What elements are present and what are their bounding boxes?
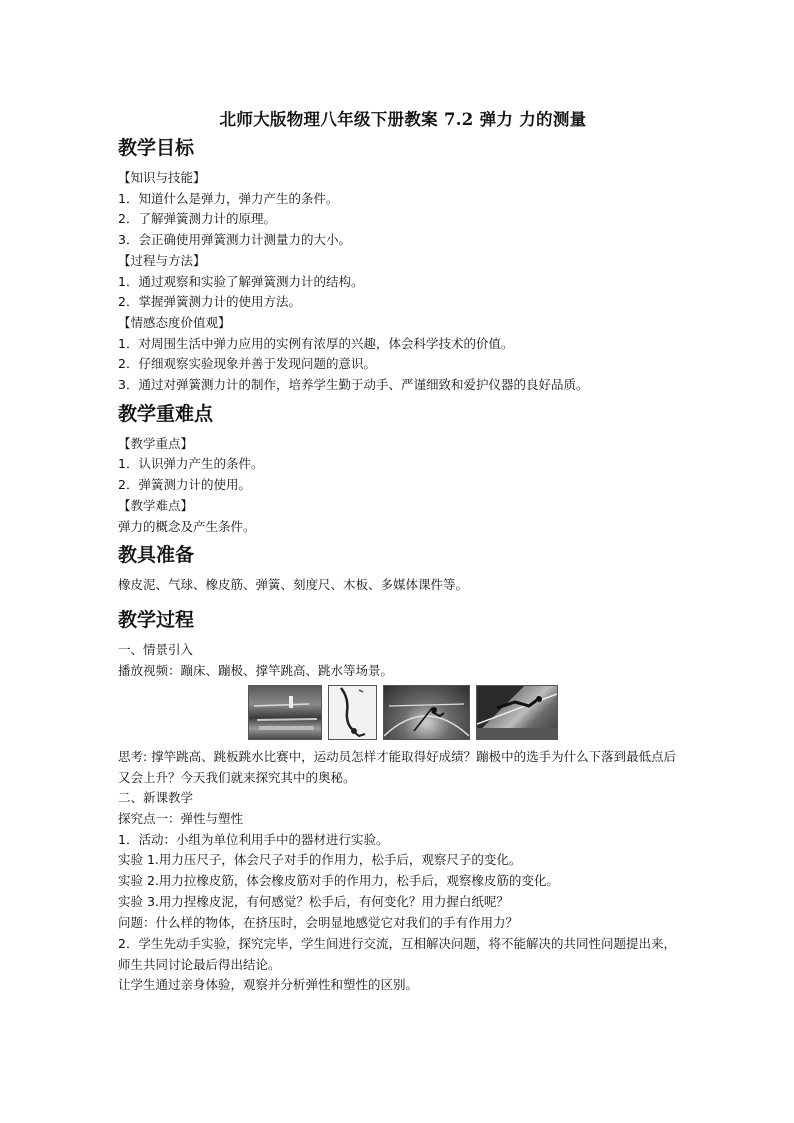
- goals-line: 3．通过对弹簧测力计的制作，培养学生勤于动手、严谨细致和爱护仪器的良好品质。: [118, 377, 589, 393]
- process-intro: [118, 640, 688, 681]
- keypoints-line: 【教学难点】: [118, 497, 194, 513]
- scene-photo-strip: [118, 685, 688, 740]
- process-line: 探究点一：弹性与塑性: [118, 811, 244, 827]
- section-heading-tools: 教具准备: [118, 544, 195, 567]
- goals-line: 2．了解弹簧测力计的原理。: [118, 211, 276, 227]
- process-body: [118, 746, 688, 996]
- process-line: 一、情景引入: [118, 641, 194, 657]
- goals-line: 2．仔细观察实验现象并善于发现问题的意识。: [118, 356, 376, 372]
- keypoints-line: 【教学重点】: [118, 435, 194, 451]
- scene-photo-pole-vault: [383, 685, 470, 740]
- section-heading-process: 教学过程: [118, 608, 195, 631]
- process-line: 二、新课教学: [118, 790, 194, 806]
- scene-photo-high-jump: [476, 685, 558, 740]
- goals-line: 1．通过观察和实验了解弹簧测力计的结构。: [118, 273, 364, 289]
- goals-line: 【情感态度价值观】: [118, 314, 231, 330]
- tools-list: [118, 575, 688, 596]
- process-line: 实验 2.用力拉橡皮筋，体会橡皮筋对手的作用力，松手后，观察橡皮筋的变化。: [118, 873, 559, 889]
- process-line: 实验 1.用力压尺子，体会尺子对手的作用力，松手后，观察尺子的变化。: [118, 852, 522, 868]
- tools-line: 橡皮泥、气球、橡皮筋、弹簧、刻度尺、木板、多媒体课件等。: [118, 577, 469, 593]
- process-paragraph: 2．学生先动手实验，探究完毕，学生间进行交流，互相解决问题，将不能解决的共同性问题提出来，师生共同讨论最后得出结论。: [118, 936, 676, 973]
- goals-list: [118, 168, 688, 396]
- process-line: 播放视频：蹦床、蹦极、撑竿跳高、跳水等场景。: [118, 662, 394, 678]
- process-line: 1．活动：小组为单位利用手中的器材进行实验。: [118, 831, 389, 847]
- keypoints-line: 弹力的概念及产生条件。: [118, 518, 256, 534]
- goals-line: 1．知道什么是弹力，弹力产生的条件。: [118, 190, 339, 206]
- process-line: 实验 3.用力捏橡皮泥，有何感觉？松手后，有何变化？用力握白纸呢？: [118, 893, 509, 909]
- process-line: 问题：什么样的物体，在挤压时，会明显地感觉它对我们的手有作用力？: [118, 914, 519, 930]
- document-title: 北师大版物理八年级下册教案 7.2 弹力 力的测量: [219, 110, 587, 129]
- goals-line: 2．掌握弹簧测力计的使用方法。: [118, 294, 301, 310]
- keypoints-list: [118, 434, 688, 538]
- section-heading-goals: 教学目标: [118, 137, 195, 159]
- process-paragraph: 思考: 撑竿跳高、跳板跳水比赛中，运动员怎样才能取得好成绩？蹦极中的选手为什么下落到最低点后又会上升？今天我们就来探究其中的奥秘。: [118, 749, 677, 786]
- goals-line: 1．对周围生活中弹力应用的实例有浓厚的兴趣，体会科学技术的价值。: [118, 335, 514, 351]
- goals-line: 【过程与方法】: [118, 252, 206, 268]
- process-line: 让学生通过亲身体验，观察并分析弹性和塑性的区别。: [118, 977, 419, 993]
- scene-photo-diving: [248, 685, 322, 740]
- keypoints-line: 1．认识弹力产生的条件。: [118, 456, 264, 472]
- document-page: [118, 100, 688, 996]
- scene-photo-bungee: [328, 685, 377, 740]
- goals-line: 【知识与技能】: [118, 170, 206, 185]
- section-heading-keypoints: 教学重难点: [118, 402, 214, 425]
- keypoints-line: 2．弹簧测力计的使用。: [118, 477, 251, 493]
- goals-line: 3．会正确使用弹簧测力计测量力的大小。: [118, 232, 351, 248]
